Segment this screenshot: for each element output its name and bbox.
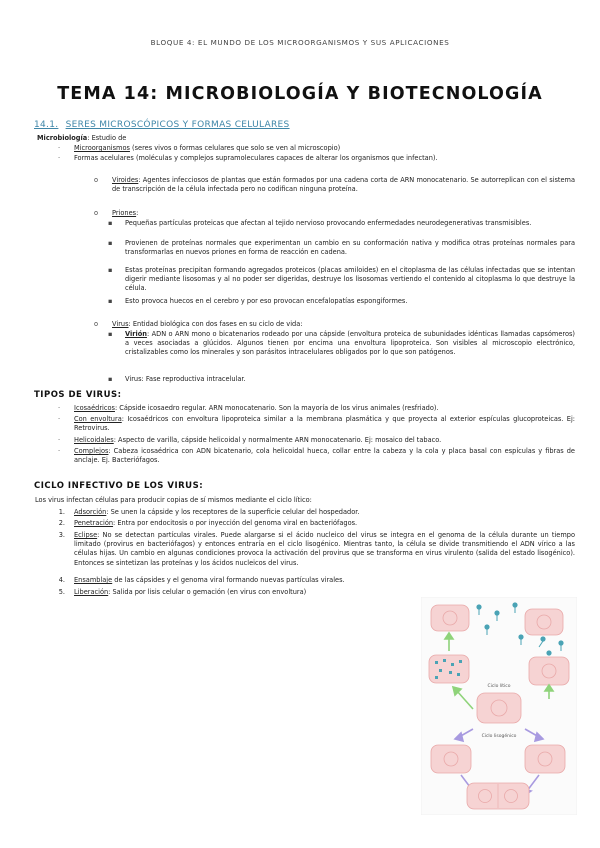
micro-def: : Estudio de bbox=[87, 134, 127, 142]
cell-central bbox=[477, 693, 521, 723]
running-header: BLOQUE 4: EL MUNDO DE LOS MICROORGANISMOS Y SUS APLICACIONES bbox=[150, 38, 450, 47]
step-penetracion: Penetración: Entra por endocitosis o por inyección del genoma viral en bacteriófagos. bbox=[74, 519, 358, 527]
section-number: 14.1. bbox=[34, 120, 59, 130]
bullet-square: ▪ bbox=[108, 375, 113, 383]
label-ciclo-litico: Ciclo lítico bbox=[487, 684, 511, 689]
bullet-circle: o bbox=[94, 176, 99, 184]
virus-heading: Virus: Entidad biológica con dos fases en su ciclo de vida: bbox=[112, 320, 303, 328]
step-number: 1. bbox=[58, 508, 65, 516]
virion-text: Virión: ADN o ARN mono o bicatenarios rodeado por una cápside (envoltura proteica de subunidades idénticas llamadas capsómeros) a veces asociadas a glúcidos. Algunos tienen por encima una envoltura lipoproteica. Son visibles al microscopio electrónico, cristalizables como los minerales y son parásitos intracelulares obligados por lo que son patógenos. bbox=[125, 330, 575, 357]
viral-cycle-diagram bbox=[421, 597, 577, 815]
step-number: 3. bbox=[58, 531, 65, 539]
list-item-acelulares: Formas acelulares (moléculas y complejos supramoleculares capaces de alterar los organismos que infectan). bbox=[74, 154, 438, 162]
bullet-dot: · bbox=[58, 415, 61, 423]
section-heading-14-1 bbox=[34, 120, 290, 130]
micro-label: Microbiología bbox=[37, 134, 88, 142]
ciclo-heading: CICLO INFECTIVO DE LOS VIRUS: bbox=[34, 481, 204, 491]
bullet-square: ▪ bbox=[108, 266, 113, 274]
step-adsorcion: Adsorción: Se unen la cápside y los receptores de la superficie celular del hospedador. bbox=[74, 508, 360, 516]
bullet-square: ▪ bbox=[108, 330, 113, 338]
cell-assembly bbox=[429, 655, 469, 683]
label-ciclo-lisogenico: Ciclo lisogénico bbox=[481, 734, 517, 739]
cell-lysogenic-left bbox=[431, 745, 471, 773]
bullet-circle: o bbox=[94, 320, 99, 328]
tipo-helicoidales: Helicoidales: Aspecto de varilla, cápside helicoidal y normalmente ARN monocatenario. Ej: mosaico del tabaco. bbox=[74, 436, 442, 444]
cell-lysis-left bbox=[431, 605, 469, 631]
ciclo-intro: Los virus infectan células para producir copias de sí mismos mediante el ciclo lítico: bbox=[35, 496, 312, 504]
priones-heading: Priones: bbox=[112, 209, 139, 217]
bullet-square: ▪ bbox=[108, 239, 113, 247]
step-number: 4. bbox=[58, 576, 65, 584]
bullet-square: ▪ bbox=[108, 297, 113, 305]
priones-bullet-1: Pequeñas partículas proteicas que afectan al tejido nervioso provocando enfermedades neurodegenerativas transmisibles. bbox=[125, 219, 532, 227]
section-title: SERES MICROSCÓPICOS Y FORMAS CELULARES bbox=[65, 120, 290, 130]
priones-bullet-4: Esto provoca huecos en el cerebro y por eso provocan encefalopatías espongiformes. bbox=[125, 297, 408, 305]
tipo-complejos: Complejos: Cabeza icosaédrica con ADN bicatenario, cola helicoidal hueca, collar entre la cabeza y la cola y placa basal con espículas y fibras de anclaje. Ej. Bacteriófagos. bbox=[74, 447, 575, 465]
micro-line bbox=[37, 134, 126, 143]
list-item-microorganismos: Microorganismos (seres vivos o formas celulares que solo se ven al microscopio) bbox=[74, 144, 341, 152]
tipos-heading: TIPOS DE VIRUS: bbox=[34, 390, 122, 400]
cell-lysis-right bbox=[525, 609, 563, 635]
cell-lysogenic-right bbox=[525, 745, 565, 773]
virus-fase-text: Virus: Fase reproductiva intracelular. bbox=[125, 375, 246, 383]
priones-bullet-3: Estas proteínas precipitan formando agregados proteicos (placas amiloides) en el citoplasma de las células infectadas que se intentan digerir mediante lisosomas y al no poder ser digeridas, destruye los lisosomas vertiendo el contenido al citoplasma lo que destruye la célula. bbox=[125, 266, 575, 293]
cell-division-bottom bbox=[467, 783, 529, 809]
bullet-dot: · bbox=[58, 154, 61, 162]
step-liberacion: Liberación: Salida por lisis celular o gemación (en virus con envoltura) bbox=[74, 588, 307, 596]
bullet-dot: · bbox=[58, 144, 61, 152]
tipo-icosaedricos: Icosaédricos: Cápside icosaedro regular. ARN monocatenario. Son la mayoría de los virus animales (resfriado). bbox=[74, 404, 439, 412]
step-eclipse: Eclipse: No se detectan partículas virales. Puede alargarse si el ácido nucleico del virus se integra en el genoma de la célula durante un tiempo limitado (provirus en bacteriófagos) y entonces entraría en el ciclo lisogénico. Mientras tanto, la célula se divide transmitiendo el ADN vírico a las células hijas. Un cambio en algunas condiciones provoca la activación del provirus que se transforma en virus virulento (salida del estado lisogénico). Entonces se sintetizan las proteínas y los ácidos nucleicos del virus. bbox=[74, 531, 575, 567]
step-ensamblaje: Ensamblaje de las cápsides y el genoma viral formando nuevas partículas virales. bbox=[74, 576, 345, 584]
tipo-envoltura: Con envoltura: Icosaédricos con envoltura lipoproteica similar a la membrana plasmática y que proyecta al exterior espículas glucoproteicas. Ej: Retrovirus. bbox=[74, 415, 575, 433]
step-number: 5. bbox=[58, 588, 65, 596]
viroides-text: Viroides: Agentes infecciosos de plantas que están formados por una cadena corta de ARN monocatenario. Se autorreplican con el sistema de transcripción de la célula infectada pero no codifican ninguna proteína. bbox=[112, 176, 575, 194]
page-title: TEMA 14: MICROBIOLOGÍA Y BIOTECNOLOGÍA bbox=[57, 84, 543, 104]
bullet-dot: · bbox=[58, 436, 61, 444]
step-number: 2. bbox=[58, 519, 65, 527]
bullet-square: ▪ bbox=[108, 219, 113, 227]
bullet-circle: o bbox=[94, 209, 99, 217]
priones-bullet-2: Provienen de proteínas normales que experimentan un cambio en su conformación nativa y modifica otras proteínas normales para transformarlas en nuevos priones en forma de reacción en cadena. bbox=[125, 239, 575, 257]
bullet-dot: · bbox=[58, 404, 61, 412]
bullet-dot: · bbox=[58, 447, 61, 455]
